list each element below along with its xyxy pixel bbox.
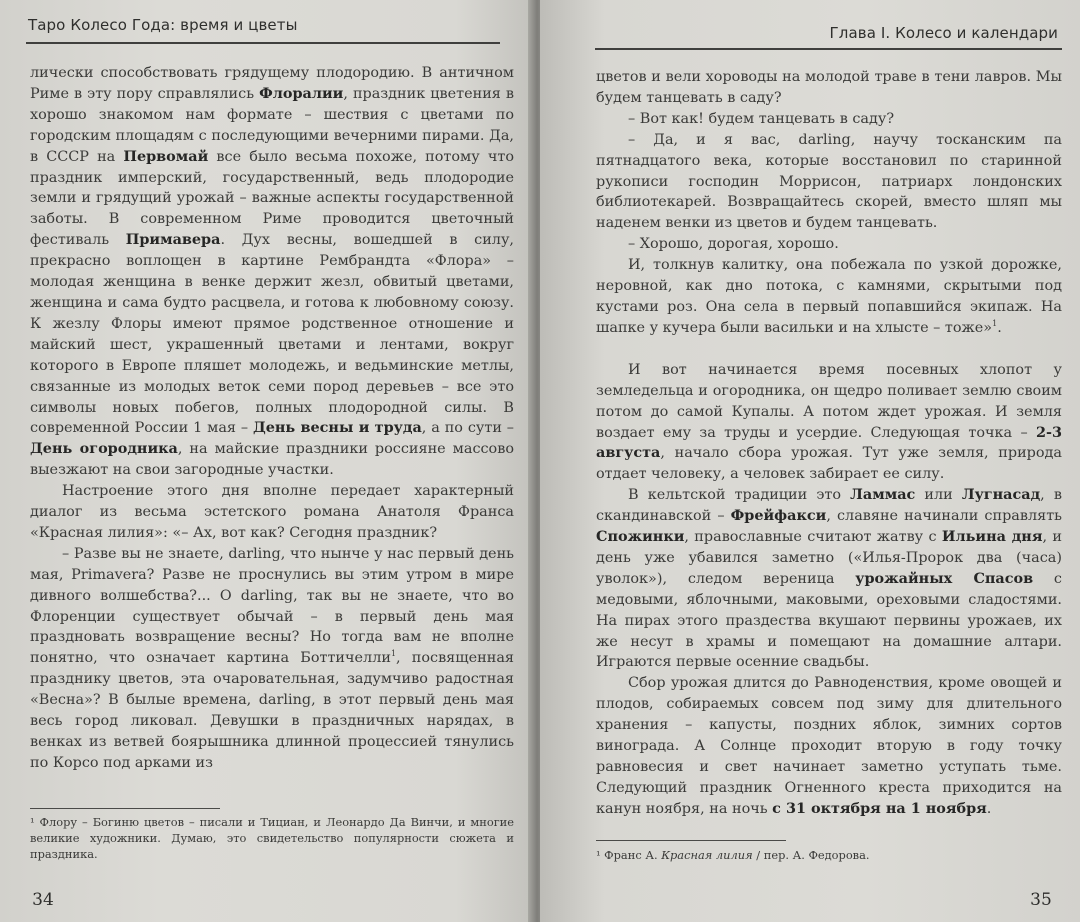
paragraph: [596, 255, 1062, 339]
bold-term: Фрейфакси: [730, 507, 827, 525]
footnote-marker: 1: [390, 649, 397, 659]
text-run: , на майские праздники россияне массово выезжают на свои загородные участки.: [30, 441, 514, 479]
bold-term: 2-3 августа: [596, 423, 1062, 462]
footnote-marker: 1: [992, 319, 998, 329]
text-run: ¹ Франс А.: [596, 848, 662, 862]
footnote-rule: [30, 808, 220, 809]
paragraph: [596, 673, 1062, 819]
text-run: цветов и вели хороводы на молодой траве в тени лавров. Мы будем танцевать в саду?: [596, 69, 1062, 106]
bold-term: урожайных Спасов: [855, 569, 1034, 587]
text-run: или: [915, 487, 962, 504]
footnote: [30, 815, 514, 862]
text-run: , праздник цветения в хорошо знакомом нам формате – шествия с цветами по городским площадям с последующими вечерними пирами. Да, в СССР на: [30, 85, 514, 165]
header-rule: [26, 42, 500, 44]
text-run: , в скандинавской –: [596, 487, 1062, 525]
bold-term: Лугнасад: [961, 486, 1041, 504]
text-run: – Разве вы не знаете, darling, что нынче у нас первый день мая, Primavera? Разве не проснулись вы этим утром в мире дивного волшебства?... О darling, так вы не знаете, что во Флоренции существует обычай – в первый день мая праздновать возвращение весны? Но тогда вам не вполне понятно, что означает картина Боттичелли: [30, 545, 514, 667]
text-run: лически способствовать грядущему плодородию. В античном Риме в эту пору справлялись: [30, 65, 514, 102]
text-run: – Хорошо, дорогая, хорошо.: [628, 236, 839, 253]
text-run: , и день уже убавился заметно («Илья-Пророк два (часа) уволок»), следом вереница: [596, 529, 1062, 587]
text-run: , а по сути –: [421, 420, 514, 437]
right-page: [540, 0, 1080, 922]
paragraph: [596, 109, 1062, 130]
bold-term: День огородника: [30, 440, 178, 458]
running-head: Таро Колесо Года: время и цветы: [28, 16, 298, 34]
text-run: И, толкнув калитку, она побежала по узкой дорожке, неровной, как дно потока, с камнями, скрытыми под кустами роз. Она села в первый попавшийся экипаж. На шапке у кучера были васильки и на хлысте – тоже»: [596, 257, 1062, 336]
text-run: ¹ Флору – Богиню цветов – писали и Тициан, и Леонардо Да Винчи, и многие великие художники. Думаю, это свидетельство популярности сюжета и праздника.: [30, 815, 514, 861]
text-run: все было весьма похоже, потому что праздник имперский, государственный, ведь плодородие земли и грядущий урожай – важные аспекты государственной заботы. В современном Риме проводится цветочный фестиваль: [30, 148, 514, 249]
paragraph: [596, 485, 1062, 673]
bold-term: Ильина дня: [941, 528, 1043, 546]
text-run: с медовыми, яблочными, маковыми, ореховыми сладостями. На пирах этого праздества вкушают первины урожаев, их же несут в храмы и помещают на домашние алтари. Играются первые осенние свадьбы.: [596, 570, 1062, 671]
text-run: – Да, и я вас, darling, научу тосканским па пятнадцатого века, которые восстановил по старинной рукописи господин Моррисон, патриарх лондонских библиотекарей. Возвращайтесь скорей, вместо шляп мы наденем венки из цветов и будем танцевать.: [596, 131, 1062, 232]
text-run: . Дух весны, вошедшей в силу, прекрасно воплощен в картине Рембрандта «Флора» – молодая женщина в венке держит жезл, обвитый цветами, женщина и сама будто расцвела, и готова к любовному союзу. К жезлу Флоры имеют прямое родственное отношение и майский шест, украшенный цветами и лентами, вокруг которого в Европе пляшет молодежь, и ведьминские метлы, связанные из молодых веток семи пород деревьев – все это символы новых побегов, полных плодородной силы. В современной России 1 мая –: [30, 232, 514, 437]
paragraph: [596, 234, 1062, 255]
page-number: 34: [20, 874, 66, 914]
page-number: 35: [1018, 874, 1064, 914]
footnote: [596, 848, 1062, 864]
running-head: Глава I. Колесо и календари: [829, 24, 1058, 42]
paragraph: [596, 67, 1062, 109]
text-run: , православные считают жатву с: [684, 529, 942, 546]
text-run: .: [986, 800, 992, 817]
italic-title: Красная лилия: [661, 848, 753, 862]
text-run: / пер. А. Федорова.: [752, 848, 870, 862]
footnote-rule: [596, 840, 786, 841]
text-run: – Вот как! будем танцевать в саду?: [628, 110, 895, 127]
body-text: [30, 63, 514, 774]
body-text: [596, 67, 1062, 820]
text-run: , славяне начинали справлять: [826, 508, 1062, 525]
bold-term: Первомай: [123, 147, 209, 165]
header-rule: [595, 48, 1062, 50]
bold-term: День весны и труда: [252, 419, 422, 437]
paragraph: [596, 130, 1062, 235]
left-page: [0, 0, 536, 922]
text-run: В кельтской традиции это: [628, 487, 851, 504]
bold-term: Примавера: [125, 231, 221, 249]
paragraph: [30, 481, 514, 544]
bold-term: Спожинки: [596, 528, 685, 546]
text-run: Сбор урожая длится до Равноденствия, кроме овощей и плодов, собираемых совсем под зиму для длительного хранения – капусты, поздних яблок, зимних сортов винограда. А Солнце проходит вторую в году точку равновесия и свет начинает заметно уступать тьме. Следующий праздник Огненного креста приходится на канун ноября, на ночь: [596, 675, 1062, 817]
bold-term: с 31 октября на 1 ноября: [772, 799, 987, 817]
text-run: , посвященная празднику цветов, эта очаровательная, задумчиво радостная «Весна»? В былые времена, darling, в этот первый день мая весь город ликовал. Девушки в праздничных нарядах, в венках из ветвей боярышника длинной процессией тянулись по Корсо под арками из: [30, 650, 514, 771]
paragraph: [596, 360, 1062, 485]
text-run: Настроение этого дня вполне передает характерный диалог из весьма эстетского романа Анатоля Франса «Красная лилия»: «– Ах, вот как? Сегодня праздник?: [30, 483, 514, 541]
bold-term: Флоралии: [259, 84, 344, 102]
text-run: .: [997, 319, 1002, 336]
paragraph: [30, 544, 514, 774]
paragraph: [30, 63, 514, 481]
text-run: , начало сбора урожая. Тут уже земля, природа отдает человеку, а человек забирает ее силу.: [596, 445, 1062, 483]
bold-term: Ламмас: [850, 486, 916, 504]
text-run: И вот начинается время посевных хлопот у земледельца и огородника, он щедро поливает землю своим потом до самой Купалы. А потом ждет урожая. И земля воздает ему за труды и усердие. Следующая точка –: [596, 361, 1062, 441]
